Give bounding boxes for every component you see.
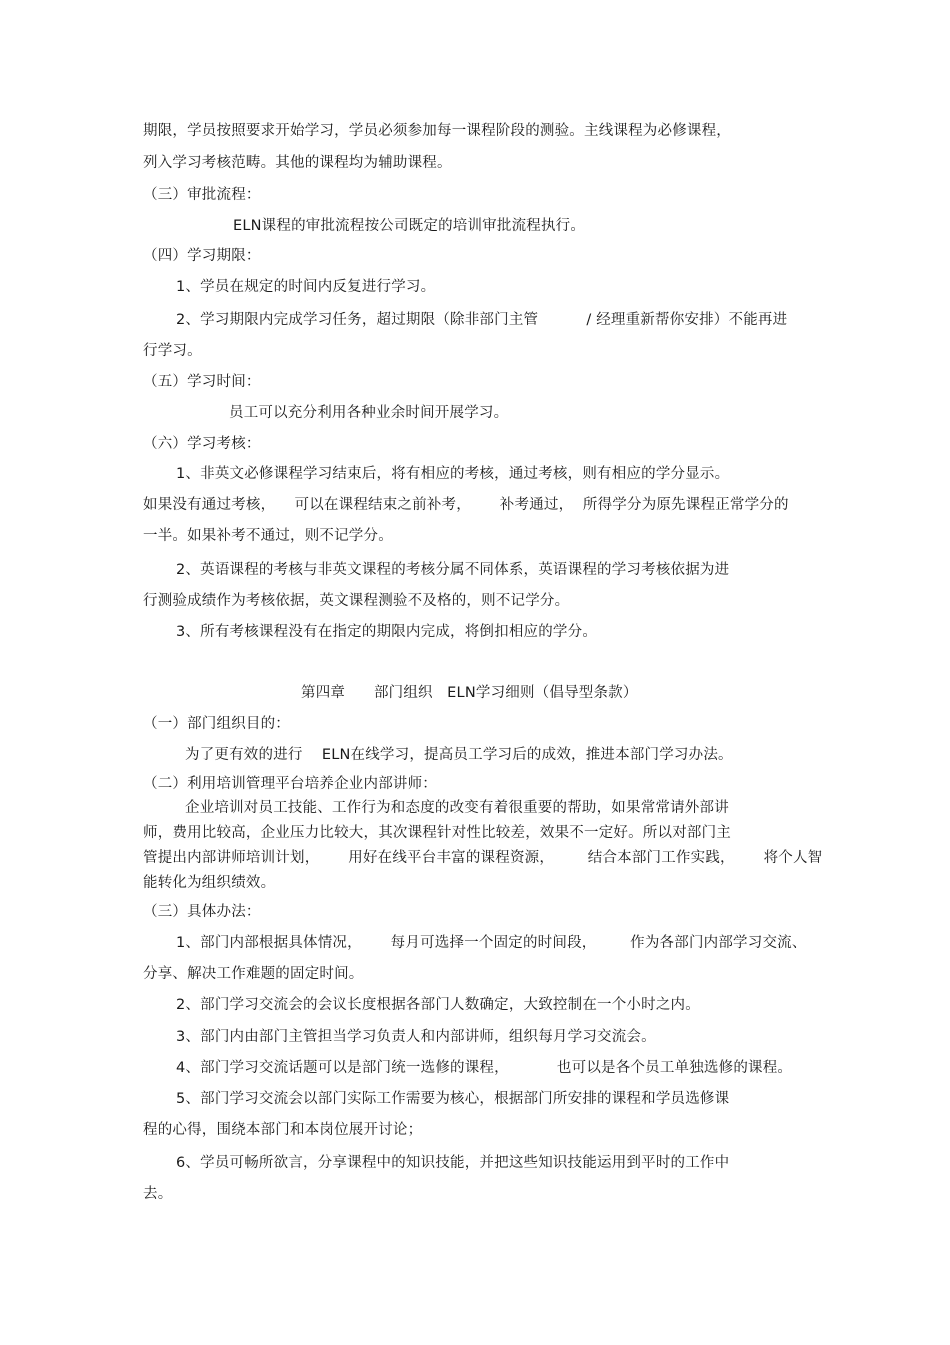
list-item: 1、部门内部根据具体情况， 每月可选择一个固定的时间段， 作为各部门内部学习交流、 bbox=[176, 935, 807, 951]
list-item: 4、部门学习交流话题可以是部门统一选修的课程， 也可以是各个员工单独选修的课程。 bbox=[176, 1060, 793, 1076]
section-heading: （三）审批流程： bbox=[143, 187, 261, 203]
list-item: 2、部门学习交流会的会议长度根据各部门人数确定，大致控制在一个小时之内。 bbox=[176, 997, 700, 1013]
text-line: 管提出内部讲师培训计划， 用好在线平台丰富的课程资源， 结合本部门工作实践， 将个人智 bbox=[143, 850, 823, 866]
text-line: 分享、解决工作难题的固定时间。 bbox=[143, 966, 364, 982]
text-line: 行测验成绩作为考核依据，英文课程测验不及格的，则不记学分。 bbox=[143, 593, 570, 609]
section-heading: （四）学习期限： bbox=[143, 248, 261, 264]
text-line: 一半。如果补考不通过，则不记学分。 bbox=[143, 528, 393, 544]
text-line: ELN课程的审批流程按公司既定的培训审批流程执行。 bbox=[233, 218, 586, 234]
list-item: 3、所有考核课程没有在指定的期限内完成，将倒扣相应的学分。 bbox=[176, 624, 598, 640]
text-line: 期限，学员按照要求开始学习，学员必须参加每一课程阶段的测验。主线课程为必修课程， bbox=[143, 123, 731, 139]
section-heading: （二）利用培训管理平台培养企业内部讲师： bbox=[143, 776, 437, 792]
section-heading: （一）部门组织目的： bbox=[143, 716, 290, 732]
text-line: 行学习。 bbox=[143, 343, 202, 359]
text-line: 程的心得，围绕本部门和本岗位展开讨论； bbox=[143, 1122, 423, 1138]
text-line: 能转化为组织绩效。 bbox=[143, 875, 276, 891]
list-item: 1、学员在规定的时间内反复进行学习。 bbox=[176, 279, 436, 295]
list-item: 2、学习期限内完成学习任务，超过期限（除非部门主管 / 经理重新帮你安排）不能再进 bbox=[176, 312, 788, 328]
text-line: 员工可以充分利用各种业余时间开展学习。 bbox=[229, 405, 509, 421]
text-line: 如果没有通过考核， 可以在课程结束之前补考， 补考通过， 所得学分为原先课程正常学分的 bbox=[143, 497, 789, 513]
section-heading: （六）学习考核： bbox=[143, 436, 261, 452]
text-line: 去。 bbox=[143, 1186, 173, 1202]
list-item: 5、部门学习交流会以部门实际工作需要为核心，根据部门所安排的课程和学员选修课 bbox=[176, 1091, 730, 1107]
section-heading: （三）具体办法： bbox=[143, 904, 261, 920]
text-line: 为了更有效的进行 ELN在线学习，提高员工学习后的成效，推进本部门学习办法。 bbox=[185, 747, 733, 763]
text-line: 列入学习考核范畴。其他的课程均为辅助课程。 bbox=[143, 155, 452, 171]
list-item: 3、部门内由部门主管担当学习负责人和内部讲师，组织每月学习交流会。 bbox=[176, 1029, 656, 1045]
chapter-heading: 第四章 部门组织 ELN学习细则（倡导型条款） bbox=[301, 685, 638, 701]
list-item: 2、英语课程的考核与非英文课程的考核分属不同体系，英语课程的学习考核依据为进 bbox=[176, 562, 730, 578]
text-line: 企业培训对员工技能、工作行为和态度的改变有着很重要的帮助，如果常常请外部讲 bbox=[185, 800, 729, 816]
text-line: 师，费用比较高，企业压力比较大，其次课程针对性比较差，效果不一定好。所以对部门主 bbox=[143, 825, 731, 841]
list-item: 1、非英文必修课程学习结束后，将有相应的考核，通过考核，则有相应的学分显示。 bbox=[176, 466, 730, 482]
list-item: 6、学员可畅所欲言，分享课程中的知识技能，并把这些知识技能运用到平时的工作中 bbox=[176, 1155, 730, 1171]
section-heading: （五）学习时间： bbox=[143, 374, 261, 390]
